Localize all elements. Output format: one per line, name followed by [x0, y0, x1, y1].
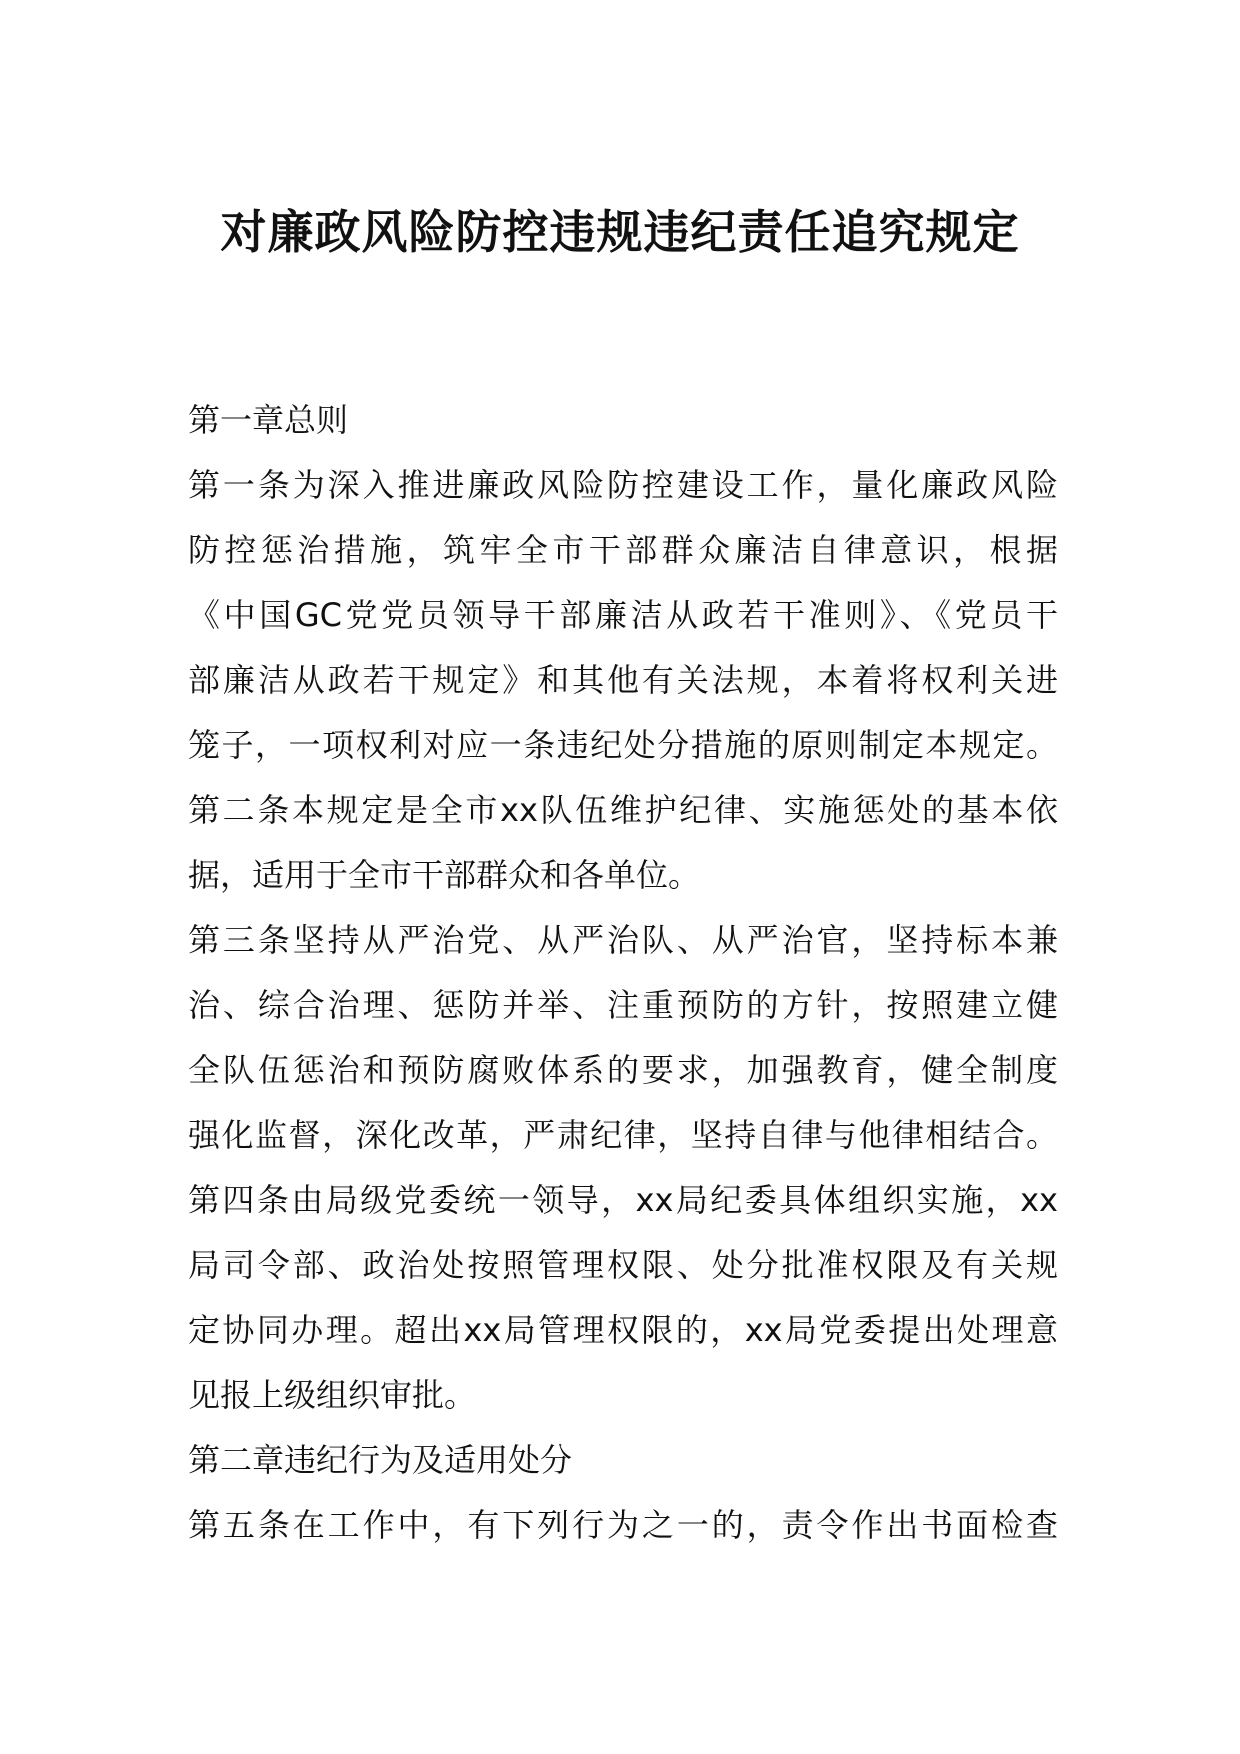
document-body: [188, 388, 1058, 1558]
text-line: 强化监督，深化改革，严肃纪律，坚持自律与他律相结合。: [188, 1116, 1058, 1154]
text-line: 局司令部、政治处按照管理权限、处分批准权限及有关规: [188, 1246, 1058, 1284]
text-line: 定协同办理。超出xx局管理权限的，xx局党委提出处理意: [188, 1311, 1058, 1349]
text-line: 部廉洁从政若干规定》和其他有关法规，本着将权利关进: [188, 661, 1058, 699]
chapter-heading: 第二章违纪行为及适用处分: [188, 1441, 573, 1479]
chapter-heading: 第一章总则: [188, 401, 349, 439]
text-line: 全队伍惩治和预防腐败体系的要求，加强教育，健全制度: [188, 1051, 1058, 1089]
text-line: 防控惩治措施，筑牢全市干部群众廉洁自律意识，根据: [188, 531, 1058, 569]
text-line: 第一条为深入推进廉政风险防控建设工作，量化廉政风险: [188, 466, 1058, 504]
text-line: 据，适用于全市干部群众和各单位。: [188, 856, 701, 894]
text-line: 第四条由局级党委统一领导，xx局纪委具体组织实施，xx: [188, 1181, 1058, 1219]
text-line: 见报上级组织审批。: [188, 1376, 477, 1414]
document-title: 对廉政风险防控违规违纪责任追究规定: [220, 205, 1020, 259]
text-line: 笼子，一项权利对应一条违纪处分措施的原则制定本规定。: [188, 726, 1058, 764]
text-line: 治、综合治理、惩防并举、注重预防的方针，按照建立健: [188, 986, 1058, 1024]
text-line: 第二条本规定是全市xx队伍维护纪律、实施惩处的基本依: [188, 791, 1058, 829]
text-line: 《中国GC党党员领导干部廉洁从政若干准则》、《党员干: [188, 596, 1058, 634]
text-line: 第三条坚持从严治党、从严治队、从严治官，坚持标本兼: [188, 921, 1058, 959]
text-line: 第五条在工作中，有下列行为之一的，责令作出书面检查: [188, 1506, 1058, 1544]
